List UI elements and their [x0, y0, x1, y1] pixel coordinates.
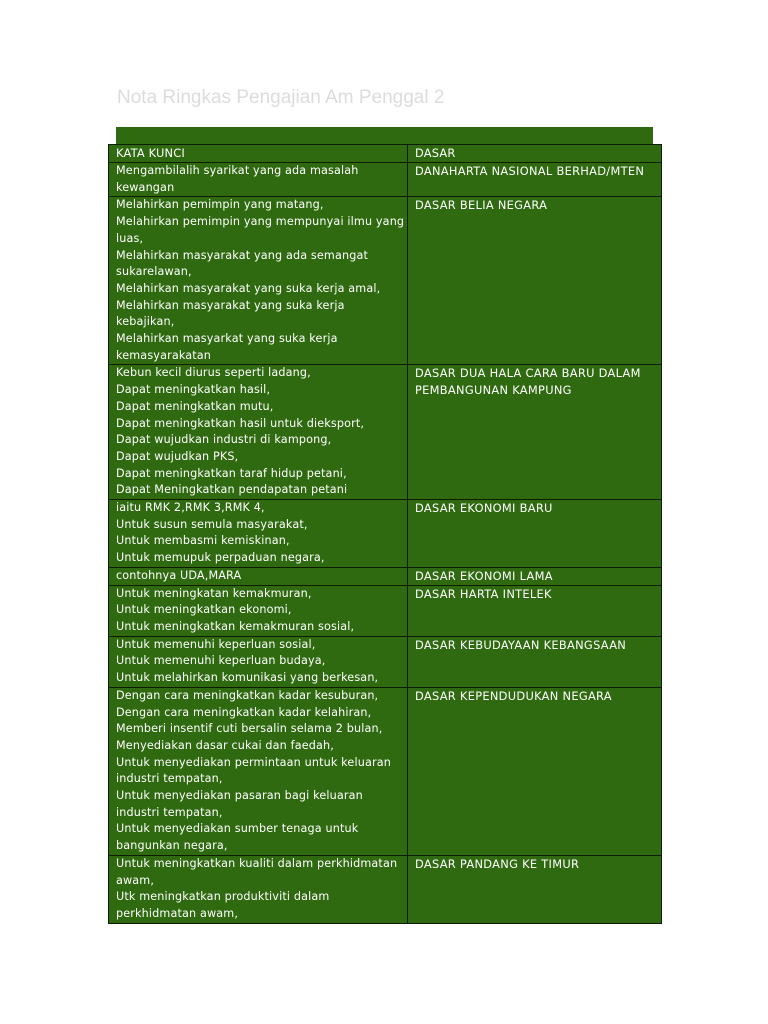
table-row: [109, 163, 662, 197]
keyword-line: sukarelawan,: [116, 265, 192, 279]
keyword-line: Untuk meningkatkan kemakmuran sosial,: [116, 619, 355, 633]
keyword-line: industri tempatan,: [116, 772, 223, 786]
column-header-dasar: DASAR: [408, 145, 662, 163]
notes-table: [108, 144, 662, 924]
kata-kunci-cell: [109, 365, 408, 500]
table-row: [109, 855, 662, 923]
keyword-line: Untuk menyediakan pasaran bagi keluaran: [116, 789, 363, 803]
keyword-line: Memberi insentif cuti bersalin selama 2 bulan,: [116, 722, 383, 736]
keyword-line: Dapat meningkatkan hasil,: [116, 383, 271, 397]
keyword-line: kewangan: [116, 180, 175, 194]
dasar-cell: DANAHARTA NASIONAL BERHAD/MTEN: [408, 163, 662, 197]
keyword-line: Melahirkan masyarkat yang suka kerja: [116, 332, 338, 346]
keyword-line: bangunkan negara,: [116, 839, 228, 853]
keyword-line: iaitu RMK 2,RMK 3,RMK 4,: [116, 501, 265, 515]
table-row: [109, 500, 662, 568]
keyword-line: kemasyarakatan: [116, 348, 212, 362]
keyword-line: Dapat wujudkan industri di kampong,: [116, 433, 332, 447]
table-row: [109, 567, 662, 585]
keyword-line: Untuk meningkatkan kualiti dalam perkhidmatan: [116, 856, 398, 870]
keyword-line: kebajikan,: [116, 315, 175, 329]
kata-kunci-cell: [109, 163, 408, 197]
keyword-line: Melahirkan masyarakat yang suka kerja: [116, 298, 345, 312]
keyword-line: Dengan cara meningkatkan kadar kesuburan,: [116, 688, 379, 702]
keyword-line: Dengan cara meningkatkan kadar kelahiran,: [116, 705, 372, 719]
kata-kunci-cell: [109, 687, 408, 855]
keyword-line: Untuk melahirkan komunikasi yang berkesan,: [116, 671, 379, 685]
table-row: [109, 365, 662, 500]
keyword-line: Mengambilalih syarikat yang ada masalah: [116, 164, 359, 177]
kata-kunci-cell: [109, 585, 408, 636]
keyword-line: Untuk memupuk perpaduan negara,: [116, 551, 325, 565]
keyword-line: Melahirkan masyarakat yang suka kerja amal,: [116, 281, 381, 295]
keyword-line: awam,: [116, 873, 155, 887]
dasar-cell: DASAR KEPENDUDUKAN NEGARA: [408, 687, 662, 855]
keyword-line: Dapat wujudkan PKS,: [116, 449, 239, 463]
kata-kunci-cell: [109, 567, 408, 585]
dasar-cell: DASAR EKONOMI LAMA: [408, 567, 662, 585]
column-header-kata-kunci: KATA KUNCI: [109, 145, 408, 163]
keyword-line: Menyediakan dasar cukai dan faedah,: [116, 738, 334, 752]
keyword-line: industri tempatan,: [116, 805, 223, 819]
kata-kunci-cell: [109, 636, 408, 687]
kata-kunci-cell: [109, 855, 408, 923]
keyword-line: Untuk meningkatan kemakmuran,: [116, 586, 312, 600]
keyword-line: Untuk meningkatkan ekonomi,: [116, 603, 292, 617]
keyword-line: Melahirkan pemimpin yang mempunyai ilmu yang: [116, 215, 405, 229]
keyword-line: luas,: [116, 231, 144, 245]
keyword-line: Dapat meningkatkan taraf hidup petani,: [116, 466, 347, 480]
kata-kunci-cell: [109, 500, 408, 568]
keyword-line: Melahirkan masyarakat yang ada semangat: [116, 248, 369, 262]
dasar-cell: DASAR PANDANG KE TIMUR: [408, 855, 662, 923]
table-body: [109, 163, 662, 924]
keyword-line: Untuk membasmi kemiskinan,: [116, 534, 290, 548]
dasar-cell: DASAR KEBUDAYAAN KEBANGSAAN: [408, 636, 662, 687]
keyword-line: Untuk memenuhi keperluan sosial,: [116, 637, 316, 651]
table-header-row: [109, 145, 662, 163]
keyword-line: Dapat Meningkatkan pendapatan petani: [116, 483, 348, 497]
keyword-line: contohnya UDA,MARA: [116, 568, 242, 582]
table-row: [109, 636, 662, 687]
keyword-line: Kebun kecil diurus seperti ladang,: [116, 366, 311, 380]
keyword-line: Untuk menyediakan permintaan untuk keluaran: [116, 755, 391, 769]
dasar-cell: DASAR HARTA INTELEK: [408, 585, 662, 636]
title-banner-bar: [116, 127, 653, 144]
keyword-line: Dapat meningkatkan mutu,: [116, 399, 274, 413]
keyword-line: Untuk menyediakan sumber tenaga untuk: [116, 822, 359, 836]
kata-kunci-cell: [109, 197, 408, 365]
keyword-line: Untuk susun semula masyarakat,: [116, 517, 308, 531]
table-row: [109, 585, 662, 636]
keyword-line: Melahirkan pemimpin yang matang,: [116, 198, 324, 212]
table-row: [109, 197, 662, 365]
page-title: Nota Ringkas Pengajian Am Penggal 2: [117, 87, 445, 108]
keyword-line: Untuk memenuhi keperluan budaya,: [116, 654, 326, 668]
keyword-line: Utk meningkatkan produktiviti dalam: [116, 890, 330, 904]
dasar-cell: DASAR DUA HALA CARA BARU DALAM PEMBANGUNAN KAMPUNG: [408, 365, 662, 500]
keyword-line: perkhidmatan awam,: [116, 906, 239, 920]
dasar-cell: DASAR BELIA NEGARA: [408, 197, 662, 365]
keyword-line: Dapat meningkatkan hasil untuk dieksport,: [116, 416, 365, 430]
dasar-cell: DASAR EKONOMI BARU: [408, 500, 662, 568]
table-row: [109, 687, 662, 855]
